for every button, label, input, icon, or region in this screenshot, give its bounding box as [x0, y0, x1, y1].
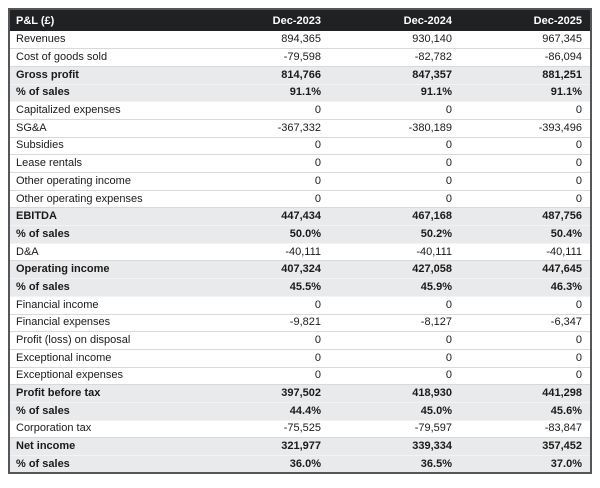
cell-value: 37.0% [460, 456, 591, 474]
cell-value: 0 [460, 173, 591, 191]
cell-value: -393,496 [460, 119, 591, 137]
table-row [9, 438, 591, 456]
cell-value: 45.6% [460, 402, 591, 420]
column-header-dec-2023: Dec-2023 [198, 9, 329, 31]
table-row [9, 119, 591, 137]
cell-value: 0 [329, 296, 460, 314]
cell-value: 930,140 [329, 31, 460, 49]
table-row [9, 420, 591, 438]
row-label: SG&A [9, 119, 198, 137]
row-label: % of sales [9, 279, 198, 297]
table-row [9, 84, 591, 102]
table-row [9, 349, 591, 367]
pnl-table [8, 8, 592, 474]
cell-value: 814,766 [198, 66, 329, 84]
cell-value: 0 [460, 349, 591, 367]
pnl-table-body [9, 31, 591, 473]
cell-value: -86,094 [460, 49, 591, 67]
table-row [9, 456, 591, 474]
row-label: % of sales [9, 84, 198, 102]
cell-value: 407,324 [198, 261, 329, 279]
cell-value: 91.1% [460, 84, 591, 102]
table-row [9, 367, 591, 385]
cell-value: 0 [460, 102, 591, 120]
cell-value: 441,298 [460, 385, 591, 403]
cell-value: 44.4% [198, 402, 329, 420]
table-row [9, 208, 591, 226]
row-label: Net income [9, 438, 198, 456]
cell-value: 0 [460, 190, 591, 208]
table-row [9, 261, 591, 279]
cell-value: 881,251 [460, 66, 591, 84]
table-row [9, 314, 591, 332]
cell-value: -9,821 [198, 314, 329, 332]
cell-value: 339,334 [329, 438, 460, 456]
cell-value: 0 [329, 173, 460, 191]
cell-value: 397,502 [198, 385, 329, 403]
row-label: D&A [9, 243, 198, 261]
cell-value: -83,847 [460, 420, 591, 438]
cell-value: 0 [329, 349, 460, 367]
cell-value: 0 [329, 137, 460, 155]
cell-value: 418,930 [329, 385, 460, 403]
cell-value: -79,598 [198, 49, 329, 67]
table-row [9, 31, 591, 49]
cell-value: -82,782 [329, 49, 460, 67]
row-label: % of sales [9, 456, 198, 474]
table-row [9, 385, 591, 403]
column-header-dec-2024: Dec-2024 [329, 9, 460, 31]
cell-value: 321,977 [198, 438, 329, 456]
table-row [9, 190, 591, 208]
cell-value: 0 [460, 137, 591, 155]
row-label: Cost of goods sold [9, 49, 198, 67]
cell-value: 847,357 [329, 66, 460, 84]
cell-value: 0 [329, 190, 460, 208]
table-title: P&L (£) [9, 9, 198, 31]
row-label: % of sales [9, 226, 198, 244]
cell-value: -40,111 [460, 243, 591, 261]
cell-value: 91.1% [198, 84, 329, 102]
pnl-table-header [9, 9, 591, 31]
row-label: Exceptional expenses [9, 367, 198, 385]
row-label: Exceptional income [9, 349, 198, 367]
cell-value: -75,525 [198, 420, 329, 438]
table-row [9, 137, 591, 155]
row-label: Operating income [9, 261, 198, 279]
table-row [9, 226, 591, 244]
table-row [9, 102, 591, 120]
row-label: Financial income [9, 296, 198, 314]
table-row [9, 402, 591, 420]
row-label: Profit (loss) on disposal [9, 332, 198, 350]
row-label: Financial expenses [9, 314, 198, 332]
cell-value: -40,111 [198, 243, 329, 261]
cell-value: 0 [460, 296, 591, 314]
cell-value: 45.9% [329, 279, 460, 297]
cell-value: 0 [460, 155, 591, 173]
cell-value: 0 [198, 332, 329, 350]
row-label: Lease rentals [9, 155, 198, 173]
cell-value: 0 [198, 102, 329, 120]
cell-value: 0 [198, 173, 329, 191]
cell-value: 0 [329, 367, 460, 385]
cell-value: 0 [198, 296, 329, 314]
cell-value: 0 [460, 332, 591, 350]
row-label: % of sales [9, 402, 198, 420]
cell-value: -8,127 [329, 314, 460, 332]
cell-value: 36.5% [329, 456, 460, 474]
cell-value: 45.5% [198, 279, 329, 297]
row-label: Other operating income [9, 173, 198, 191]
row-label: Capitalized expenses [9, 102, 198, 120]
cell-value: 0 [198, 349, 329, 367]
table-row [9, 155, 591, 173]
cell-value: 357,452 [460, 438, 591, 456]
table-row [9, 332, 591, 350]
cell-value: -79,597 [329, 420, 460, 438]
cell-value: -40,111 [329, 243, 460, 261]
cell-value: 0 [198, 155, 329, 173]
cell-value: 0 [329, 155, 460, 173]
cell-value: 50.2% [329, 226, 460, 244]
cell-value: 45.0% [329, 402, 460, 420]
cell-value: 0 [198, 190, 329, 208]
cell-value: 0 [198, 137, 329, 155]
cell-value: 967,345 [460, 31, 591, 49]
cell-value: 467,168 [329, 208, 460, 226]
cell-value: 46.3% [460, 279, 591, 297]
table-row [9, 243, 591, 261]
cell-value: -6,347 [460, 314, 591, 332]
cell-value: 487,756 [460, 208, 591, 226]
row-label: Revenues [9, 31, 198, 49]
cell-value: 0 [460, 367, 591, 385]
table-row [9, 279, 591, 297]
table-row [9, 173, 591, 191]
row-label: Subsidies [9, 137, 198, 155]
table-row [9, 66, 591, 84]
cell-value: 427,058 [329, 261, 460, 279]
cell-value: 36.0% [198, 456, 329, 474]
header-row [9, 9, 591, 31]
cell-value: 447,645 [460, 261, 591, 279]
row-label: Profit before tax [9, 385, 198, 403]
table-row [9, 296, 591, 314]
cell-value: 91.1% [329, 84, 460, 102]
row-label: Gross profit [9, 66, 198, 84]
cell-value: 50.0% [198, 226, 329, 244]
row-label: EBITDA [9, 208, 198, 226]
column-header-dec-2025: Dec-2025 [460, 9, 591, 31]
row-label: Corporation tax [9, 420, 198, 438]
cell-value: 0 [198, 367, 329, 385]
table-row [9, 49, 591, 67]
cell-value: 50.4% [460, 226, 591, 244]
cell-value: 0 [329, 332, 460, 350]
cell-value: 0 [329, 102, 460, 120]
cell-value: 447,434 [198, 208, 329, 226]
cell-value: -367,332 [198, 119, 329, 137]
cell-value: -380,189 [329, 119, 460, 137]
cell-value: 894,365 [198, 31, 329, 49]
row-label: Other operating expenses [9, 190, 198, 208]
